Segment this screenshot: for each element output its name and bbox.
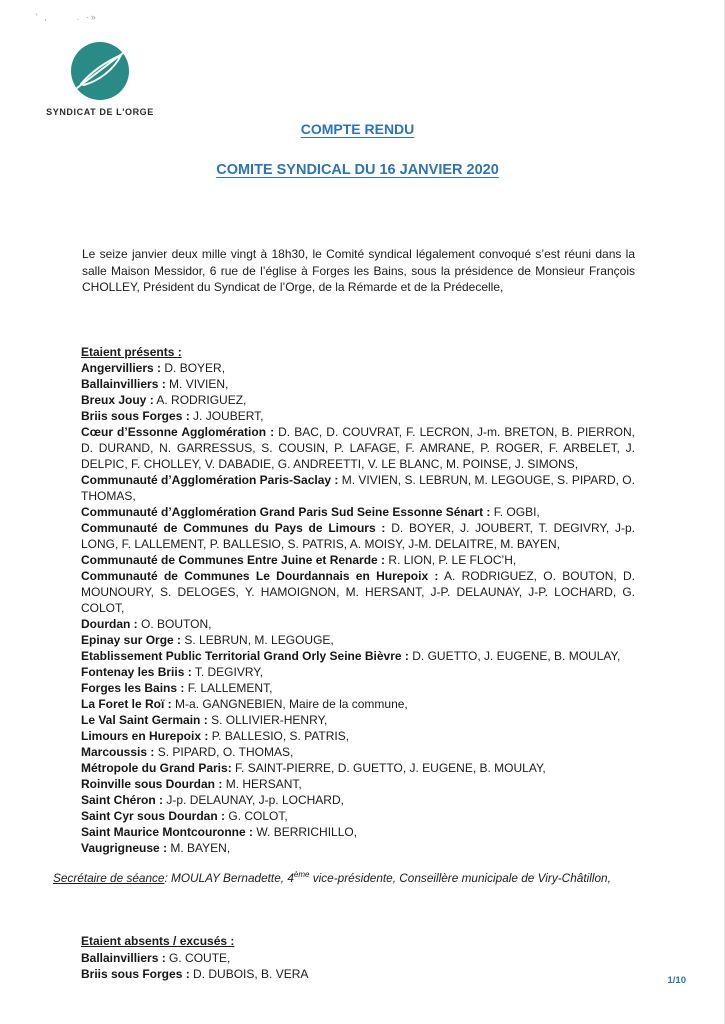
commune-label: Angervilliers :: [81, 361, 162, 375]
attendee-names: D. BAC, D. COUVRAT, F. LECRON, J-m. BRETON, B. PIERRON, D. DURAND, N. GARRESSUS, S. COUSIN, P. LAFAGE, F. AMRANE, P. ROGER, F. ARBELET, J. DELPIC, F. CHOLLEY, V. DABADIE, G. ANDREETTI, V. LE BLANC, M. POINSE, J. SIMONS,: [81, 425, 635, 471]
secretary-role: vice-présidente, Conseillère municipale de Viry-Châtillon,: [309, 870, 611, 885]
attendee-row: [81, 360, 635, 376]
attendee-names: F. OGBI,: [493, 505, 540, 519]
attendee-row: [81, 504, 635, 520]
commune-label: Communauté de Communes Entre Juine et Renarde :: [81, 553, 386, 567]
attendee-names: D. BOYER,: [164, 361, 226, 375]
attendee-row: [81, 776, 635, 792]
attendee-names: M. VIVIEN,: [169, 377, 229, 391]
attendee-names: J. JOUBERT,: [193, 409, 264, 423]
attendee-row: [81, 648, 635, 664]
absent-heading: Etaient absents / excusés :: [81, 934, 235, 948]
attendee-row: [81, 728, 635, 744]
document-title-text: COMPTE RENDU: [300, 121, 415, 137]
commune-label: Forges les Bains :: [81, 681, 185, 695]
attendee-row: [81, 520, 635, 552]
attendee-row: [81, 408, 635, 424]
attendee-row: [81, 950, 635, 967]
commune-label: Roinville sous Dourdan :: [81, 777, 223, 791]
leaf-logo-icon: [71, 42, 129, 100]
attendee-names: O. BOUTON,: [141, 617, 212, 631]
attendee-names: G. COLOT,: [228, 809, 288, 823]
attendee-names: A. RODRIGUEZ, O. BOUTON, D. MOUNOURY, S. DELOGES, Y. HAMOIGNON, M. HERSANT, J-P. DELAUNAY, J-P. LOCHARD, G. COLOT,: [81, 569, 635, 615]
present-section: [81, 344, 635, 856]
secretary-name: : MOULAY Bernadette, 4: [164, 870, 294, 885]
document-title: [81, 121, 634, 137]
attendee-names: R. LION, P. LE FLOC’H,: [388, 553, 517, 567]
attendee-names: M. BAYEN,: [170, 841, 231, 855]
commune-label: Marcoussis :: [81, 745, 155, 759]
handwritten-marks: [36, 12, 98, 22]
intro-paragraph: Le seize janvier deux mille vingt à 18h30, le Comité syndical légalement convoqué s’est réuni dans la salle Maison Messidor, 6 rue de l’église à Forges les Bains, sous la présidence de Monsieur François CHOLLEY, Président du Syndicat de l’Orge, de la Rémarde et de la Prédecelle,: [82, 247, 635, 294]
page-number: 1/10: [667, 975, 686, 986]
commune-label: Epinay sur Orge :: [81, 633, 182, 647]
commune-label: Ballainvilliers :: [81, 377, 166, 391]
commune-label: Ballainvilliers :: [81, 950, 166, 965]
attendee-names: S. LEBRUN, M. LEGOUGE,: [184, 633, 334, 647]
attendee-names: S. OLLIVIER-HENRY,: [211, 713, 328, 727]
present-heading: Etaient présents :: [81, 345, 182, 359]
attendee-row: [81, 680, 635, 696]
attendee-row: [81, 712, 635, 728]
meeting-title-text: COMITE SYNDICAL DU 16 JANVIER 2020: [216, 162, 499, 178]
attendee-names: M-a. GANGNEBIEN, Maire de la commune,: [175, 697, 408, 711]
commune-label: Briis sous Forges :: [81, 967, 190, 981]
attendee-names: D. GUETTO, J. EUGENE, B. MOULAY,: [412, 649, 621, 663]
attendee-row: [81, 966, 635, 983]
attendee-names: D. BOYER, J. JOUBERT, T. DEGIVRY, J-p. LONG, F. LALLEMENT, P. BALLESIO, S. PATRIS, A. MOISY, J-M. DELAITRE, M. BAYEN,: [81, 521, 635, 551]
attendee-row: [81, 632, 635, 648]
attendee-names: F. SAINT-PIERRE, D. GUETTO, J. EUGENE, B. MOULAY,: [235, 761, 546, 775]
pen-mark: ' ,: [36, 12, 49, 22]
attendee-names: D. DUBOIS, B. VERA: [193, 967, 309, 981]
attendee-row: [81, 552, 635, 568]
commune-label: Breux Jouy :: [81, 393, 154, 407]
org-name: SYNDICAT DE L'ORGE: [46, 107, 154, 117]
commune-label: Vaugrigneuse :: [81, 841, 168, 855]
commune-label: Fontenay les Briis :: [81, 665, 192, 679]
attendee-row: [81, 824, 635, 840]
attendee-names: M. HERSANT,: [225, 777, 302, 791]
absent-section: [81, 933, 635, 983]
commune-label: Communauté de Communes Le Dourdannais en Hurepoix :: [81, 569, 439, 583]
pen-mark: . ·»: [76, 12, 98, 22]
logo: [40, 42, 160, 117]
attendee-row: [81, 472, 635, 504]
secretary-label: Secrétaire de séance: [53, 870, 165, 885]
commune-label: Communauté d’Agglomération Paris-Saclay :: [81, 473, 339, 487]
secretary-ordinal: ème: [293, 870, 310, 879]
commune-label: Limours en Hurepoix :: [81, 729, 209, 743]
attendee-names: F. LALLEMENT,: [187, 681, 273, 695]
commune-label: Briis sous Forges :: [81, 409, 190, 423]
commune-label: Le Val Saint Germain :: [81, 713, 208, 727]
attendee-row: [81, 808, 635, 824]
commune-label: Dourdan :: [81, 617, 138, 631]
commune-label: Saint Chéron :: [81, 793, 164, 807]
attendee-row: [81, 664, 635, 680]
commune-label: La Foret le Roï :: [81, 697, 172, 711]
attendee-names: W. BERRICHILLO,: [256, 825, 358, 839]
secretary-line: [53, 870, 658, 885]
commune-label: Cœur d’Essonne Agglomération :: [81, 425, 275, 439]
attendee-row: [81, 376, 635, 392]
attendee-row: [81, 616, 635, 632]
attendee-row: [81, 568, 635, 616]
attendee-names: T. DEGIVRY,: [194, 665, 264, 679]
attendee-names: J-p. DELAUNAY, J-p. LOCHARD,: [166, 793, 344, 807]
attendee-names: S. PIPARD, O. THOMAS,: [157, 745, 294, 759]
attendee-row: [81, 392, 635, 408]
commune-label: Communauté de Communes du Pays de Limours :: [81, 521, 386, 535]
commune-label: Saint Maurice Montcouronne :: [81, 825, 254, 839]
meeting-title: [81, 162, 634, 178]
present-list: [81, 360, 635, 856]
attendee-row: [81, 424, 635, 472]
attendee-names: G. COUTE,: [169, 950, 231, 965]
attendee-row: [81, 744, 635, 760]
commune-label: Communauté d’Agglomération Grand Paris Sud Seine Essonne Sénart :: [81, 505, 491, 519]
attendee-row: [81, 840, 635, 856]
attendee-names: P. BALLESIO, S. PATRIS,: [211, 729, 350, 743]
commune-label: Saint Cyr sous Dourdan :: [81, 809, 226, 823]
attendee-row: [81, 760, 635, 776]
attendee-names: A. RODRIGUEZ,: [156, 393, 247, 407]
attendee-row: [81, 792, 635, 808]
commune-label: Métropole du Grand Paris:: [81, 761, 232, 775]
attendee-row: [81, 696, 635, 712]
commune-label: Etablissement Public Territorial Grand Orly Seine Bièvre :: [81, 649, 409, 663]
absent-list: [81, 950, 635, 983]
attendee-names: M. VIVIEN, S. LEBRUN, M. LEGOUGE, S. PIPARD, O. THOMAS,: [81, 473, 635, 503]
